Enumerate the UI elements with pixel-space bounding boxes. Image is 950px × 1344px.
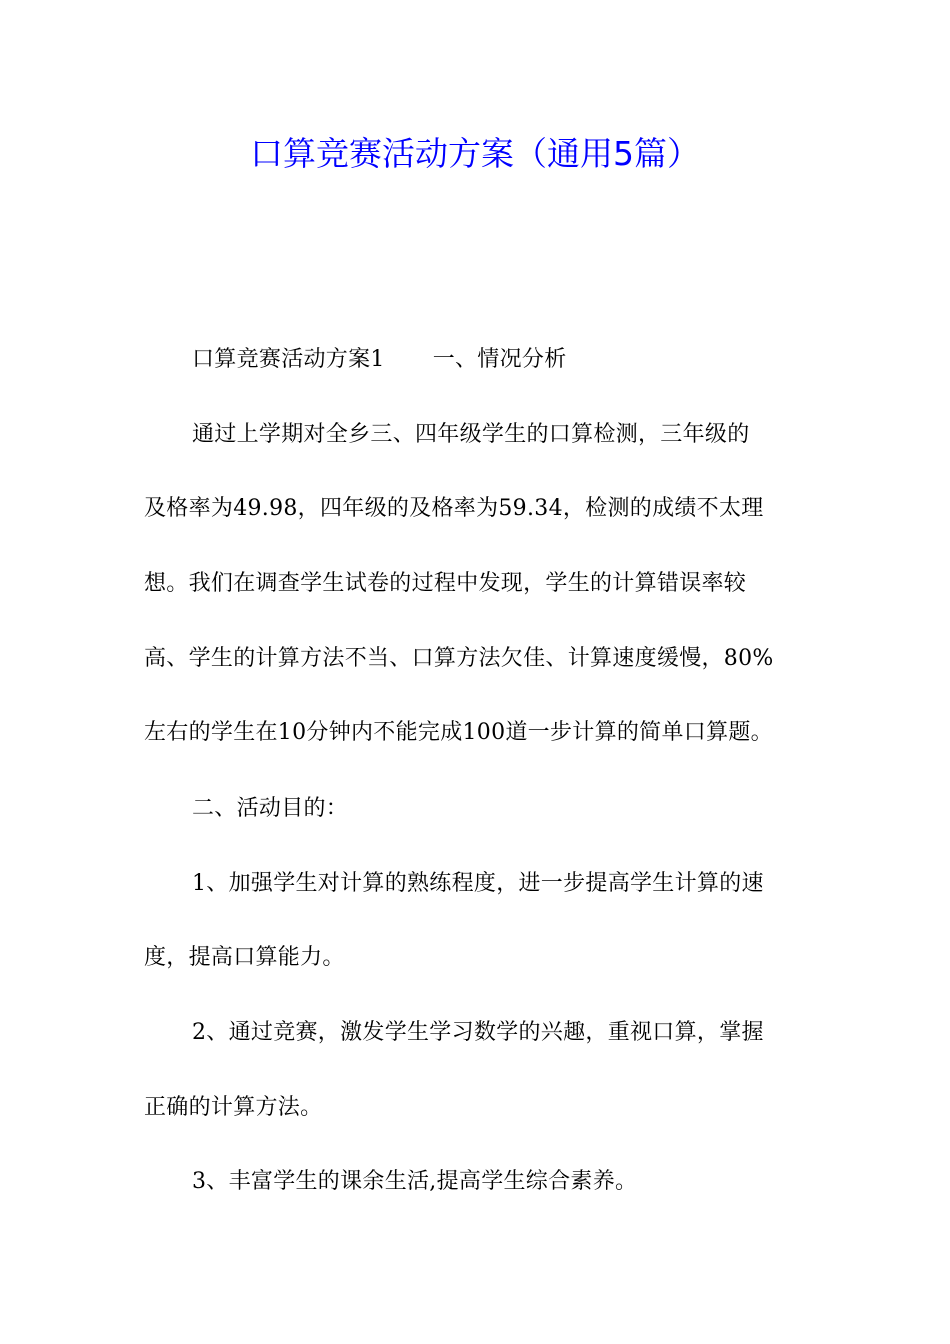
paragraph-line: 及格率为49.98，四年级的及格率为59.34，检测的成绩不太理 <box>144 496 764 521</box>
paragraph-line: 通过上学期对全乡三、四年级学生的口算检测，三年级的 <box>192 422 750 447</box>
paragraph-line: 左右的学生在10分钟内不能完成100道一步计算的简单口算题。 <box>144 720 773 745</box>
section-heading-situation: 一、情况分析 <box>432 347 567 372</box>
plan-heading: 口算竞赛活动方案1 <box>192 347 385 372</box>
plan-heading-line <box>192 345 567 375</box>
paragraph-line: 正确的计算方法。 <box>144 1095 323 1120</box>
document-title: 口算竞赛活动方案（通用5篇） <box>250 134 700 173</box>
paragraph-line: 2、通过竞赛，激发学生学习数学的兴趣，重视口算，掌握 <box>192 1020 764 1045</box>
paragraph-line: 想。我们在调查学生试卷的过程中发现，学生的计算错误率较 <box>144 571 747 596</box>
paragraph-line: 3、丰富学生的课余生活,提高学生综合素养。 <box>192 1169 638 1194</box>
section-heading-goals: 二、活动目的： <box>192 796 349 821</box>
paragraph-line: 1、加强学生对计算的熟练程度，进一步提高学生计算的速 <box>192 871 764 896</box>
paragraph-line: 度，提高口算能力。 <box>144 945 345 970</box>
paragraph-line: 高、学生的计算方法不当、口算方法欠佳、计算速度缓慢，80% <box>144 646 774 671</box>
